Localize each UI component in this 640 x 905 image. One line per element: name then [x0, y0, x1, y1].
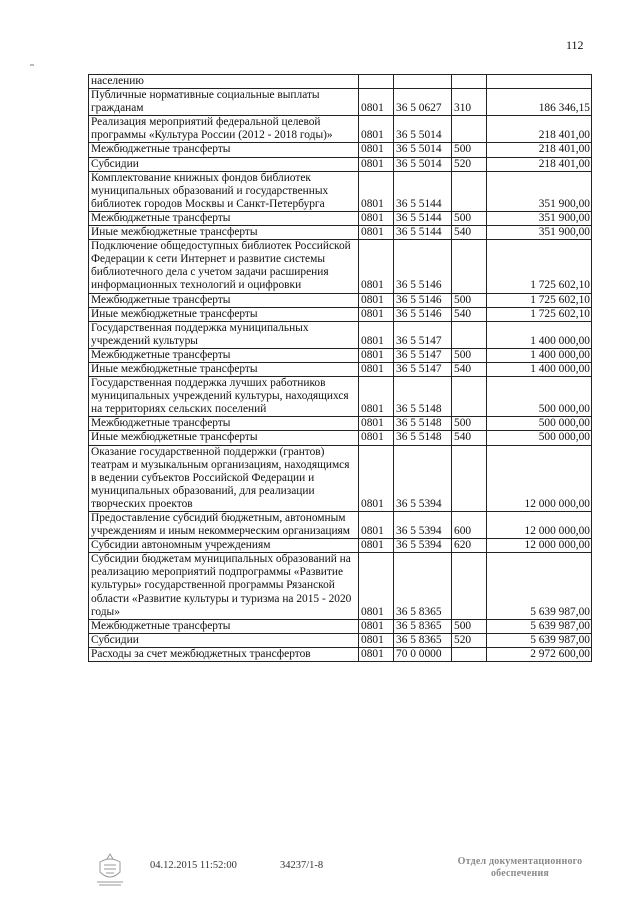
cell-section: 0801: [359, 512, 394, 539]
cell-expense-type: 500: [452, 619, 487, 633]
cell-amount: 218 401,00: [487, 143, 592, 157]
table-row: [89, 75, 592, 89]
cell-expense-type: 520: [452, 633, 487, 647]
cell-name: Межбюджетные трансферты: [89, 348, 359, 362]
cell-expense-type: [452, 321, 487, 348]
cell-section: 0801: [359, 348, 394, 362]
cell-expense-type: [452, 240, 487, 293]
cell-target-article: 36 5 5146: [394, 240, 452, 293]
cell-amount: 1 725 602,10: [487, 293, 592, 307]
cell-target-article: 36 5 5394: [394, 445, 452, 511]
cell-section: 0801: [359, 431, 394, 445]
budget-table-body: [89, 75, 592, 662]
cell-section: 0801: [359, 307, 394, 321]
cell-section: 0801: [359, 619, 394, 633]
cell-amount: 1 725 602,10: [487, 307, 592, 321]
cell-amount: 12 000 000,00: [487, 539, 592, 553]
cell-name: населению: [89, 75, 359, 89]
cell-target-article: 36 5 5394: [394, 539, 452, 553]
table-row: [89, 226, 592, 240]
cell-target-article: 36 5 5014: [394, 143, 452, 157]
table-row: [89, 377, 592, 417]
cell-amount: 5 639 987,00: [487, 553, 592, 619]
cell-name: Расходы за счет межбюджетных трансфертов: [89, 647, 359, 661]
cell-name: Государственная поддержка лучших работников муниципальных учреждений культуры, находящихся на территориях сельских поселений: [89, 377, 359, 417]
cell-expense-type: 600: [452, 512, 487, 539]
cell-name: Межбюджетные трансферты: [89, 211, 359, 225]
cell-name: Комплектование книжных фондов библиотек муниципальных образований и государственных библиотек городов Москвы и Санкт-Петербурга: [89, 171, 359, 211]
cell-target-article: 36 5 8365: [394, 633, 452, 647]
cell-section: 0801: [359, 116, 394, 143]
cell-section: 0801: [359, 539, 394, 553]
cell-amount: 5 639 987,00: [487, 633, 592, 647]
cell-expense-type: 540: [452, 307, 487, 321]
cell-expense-type: [452, 647, 487, 661]
cell-section: 0801: [359, 211, 394, 225]
cell-amount: 351 900,00: [487, 226, 592, 240]
cell-amount: [487, 75, 592, 89]
cell-target-article: 36 5 5394: [394, 512, 452, 539]
table-row: [89, 116, 592, 143]
cell-name: Иные межбюджетные трансферты: [89, 226, 359, 240]
cell-amount: 351 900,00: [487, 211, 592, 225]
table-row: [89, 633, 592, 647]
cell-name: Межбюджетные трансферты: [89, 619, 359, 633]
cell-expense-type: 540: [452, 226, 487, 240]
table-row: [89, 445, 592, 511]
cell-amount: 218 401,00: [487, 116, 592, 143]
cell-amount: 186 346,15: [487, 89, 592, 116]
table-row: [89, 143, 592, 157]
cell-name: Межбюджетные трансферты: [89, 293, 359, 307]
coat-of-arms-icon: [93, 852, 127, 888]
cell-expense-type: 500: [452, 417, 487, 431]
cell-amount: 2 972 600,00: [487, 647, 592, 661]
table-row: [89, 293, 592, 307]
cell-expense-type: 500: [452, 143, 487, 157]
cell-amount: 1 400 000,00: [487, 321, 592, 348]
cell-expense-type: [452, 553, 487, 619]
cell-expense-type: 310: [452, 89, 487, 116]
footer-datetime: 04.12.2015 11:52:00: [150, 860, 237, 871]
cell-expense-type: [452, 445, 487, 511]
cell-section: 0801: [359, 143, 394, 157]
cell-expense-type: 620: [452, 539, 487, 553]
table-row: [89, 211, 592, 225]
cell-section: 0801: [359, 553, 394, 619]
cell-amount: 5 639 987,00: [487, 619, 592, 633]
cell-target-article: 36 5 5148: [394, 431, 452, 445]
cell-name: Субсидии: [89, 157, 359, 171]
cell-section: 0801: [359, 377, 394, 417]
cell-name: Межбюджетные трансферты: [89, 143, 359, 157]
cell-amount: 500 000,00: [487, 431, 592, 445]
cell-name: Межбюджетные трансферты: [89, 417, 359, 431]
cell-section: 0801: [359, 240, 394, 293]
cell-expense-type: [452, 171, 487, 211]
cell-section: 0801: [359, 362, 394, 376]
table-row: [89, 619, 592, 633]
cell-amount: 500 000,00: [487, 417, 592, 431]
cell-name: Субсидии бюджетам муниципальных образований на реализацию мероприятий подпрограммы «Развитие культуры» государственной программы Рязанской области «Развитие культуры и туризма на 2015 - 2020 годы»: [89, 553, 359, 619]
table-row: [89, 348, 592, 362]
cell-name: Предоставление субсидий бюджетным, автономным учреждениям и иным некоммерческим организациям: [89, 512, 359, 539]
cell-target-article: 36 5 5147: [394, 362, 452, 376]
cell-target-article: 36 5 8365: [394, 553, 452, 619]
cell-target-article: [394, 75, 452, 89]
cell-name: Реализация мероприятий федеральной целевой программы «Культура России (2012 - 2018 годы)»: [89, 116, 359, 143]
cell-amount: 1 400 000,00: [487, 348, 592, 362]
budget-table: [88, 74, 592, 662]
cell-expense-type: [452, 377, 487, 417]
table-row: [89, 417, 592, 431]
table-row: [89, 553, 592, 619]
table-row: [89, 307, 592, 321]
cell-name: Государственная поддержка муниципальных учреждений культуры: [89, 321, 359, 348]
cell-section: 0801: [359, 293, 394, 307]
cell-expense-type: 500: [452, 293, 487, 307]
table-row: [89, 157, 592, 171]
cell-name: Субсидии автономным учреждениям: [89, 539, 359, 553]
cell-target-article: 36 5 0627: [394, 89, 452, 116]
table-row: [89, 431, 592, 445]
cell-name: Подключение общедоступных библиотек Российской Федерации к сети Интернет и развитие системы библиотечного дела с учетом задачи расширения информационных технологий и оцифровки: [89, 240, 359, 293]
cell-name: Иные межбюджетные трансферты: [89, 362, 359, 376]
cell-section: 0801: [359, 633, 394, 647]
cell-target-article: 36 5 8365: [394, 619, 452, 633]
cell-section: 0801: [359, 89, 394, 116]
table-row: [89, 171, 592, 211]
cell-name: Оказание государственной поддержки (грантов) театрам и музыкальным организациям, находящимся в ведении субъектов Российской Федерации и муниципальных образований, для реализации творческих проектов: [89, 445, 359, 511]
department-stamp: [440, 856, 600, 880]
cell-name: Субсидии: [89, 633, 359, 647]
cell-name: Публичные нормативные социальные выплаты гражданам: [89, 89, 359, 116]
cell-expense-type: 520: [452, 157, 487, 171]
cell-target-article: 36 5 5144: [394, 171, 452, 211]
cell-section: 0801: [359, 445, 394, 511]
cell-target-article: 36 5 5148: [394, 377, 452, 417]
cell-target-article: 36 5 5014: [394, 157, 452, 171]
cell-expense-type: 540: [452, 362, 487, 376]
cell-target-article: 36 5 5146: [394, 293, 452, 307]
table-row: [89, 321, 592, 348]
cell-target-article: 36 5 5147: [394, 348, 452, 362]
cell-amount: 12 000 000,00: [487, 445, 592, 511]
cell-section: 0801: [359, 417, 394, 431]
table-row: [89, 362, 592, 376]
cell-expense-type: [452, 75, 487, 89]
cell-target-article: 36 5 5014: [394, 116, 452, 143]
cell-amount: 351 900,00: [487, 171, 592, 211]
table-row: [89, 89, 592, 116]
cell-section: 0801: [359, 171, 394, 211]
cell-target-article: 36 5 5147: [394, 321, 452, 348]
cell-target-article: 36 5 5146: [394, 307, 452, 321]
margin-mark: [30, 64, 34, 66]
cell-target-article: 36 5 5144: [394, 226, 452, 240]
cell-section: 0801: [359, 226, 394, 240]
cell-expense-type: 540: [452, 431, 487, 445]
cell-name: Иные межбюджетные трансферты: [89, 307, 359, 321]
cell-target-article: 36 5 5144: [394, 211, 452, 225]
cell-section: 0801: [359, 647, 394, 661]
cell-section: 0801: [359, 321, 394, 348]
table-row: [89, 512, 592, 539]
page-number: 112: [566, 38, 584, 52]
cell-amount: 1 400 000,00: [487, 362, 592, 376]
table-row: [89, 240, 592, 293]
cell-amount: 12 000 000,00: [487, 512, 592, 539]
cell-amount: 1 725 602,10: [487, 240, 592, 293]
footer-doc-number: 34237/1-8: [280, 860, 324, 871]
table-row: [89, 539, 592, 553]
cell-expense-type: 500: [452, 211, 487, 225]
cell-target-article: 36 5 5148: [394, 417, 452, 431]
cell-amount: 218 401,00: [487, 157, 592, 171]
cell-expense-type: 500: [452, 348, 487, 362]
cell-name: Иные межбюджетные трансферты: [89, 431, 359, 445]
cell-amount: 500 000,00: [487, 377, 592, 417]
table-row: [89, 647, 592, 661]
cell-expense-type: [452, 116, 487, 143]
cell-section: [359, 75, 394, 89]
cell-section: 0801: [359, 157, 394, 171]
cell-target-article: 70 0 0000: [394, 647, 452, 661]
stamp-line-2: обеспечения: [490, 868, 550, 879]
stamp-line-1: Отдел документационного: [457, 856, 583, 867]
